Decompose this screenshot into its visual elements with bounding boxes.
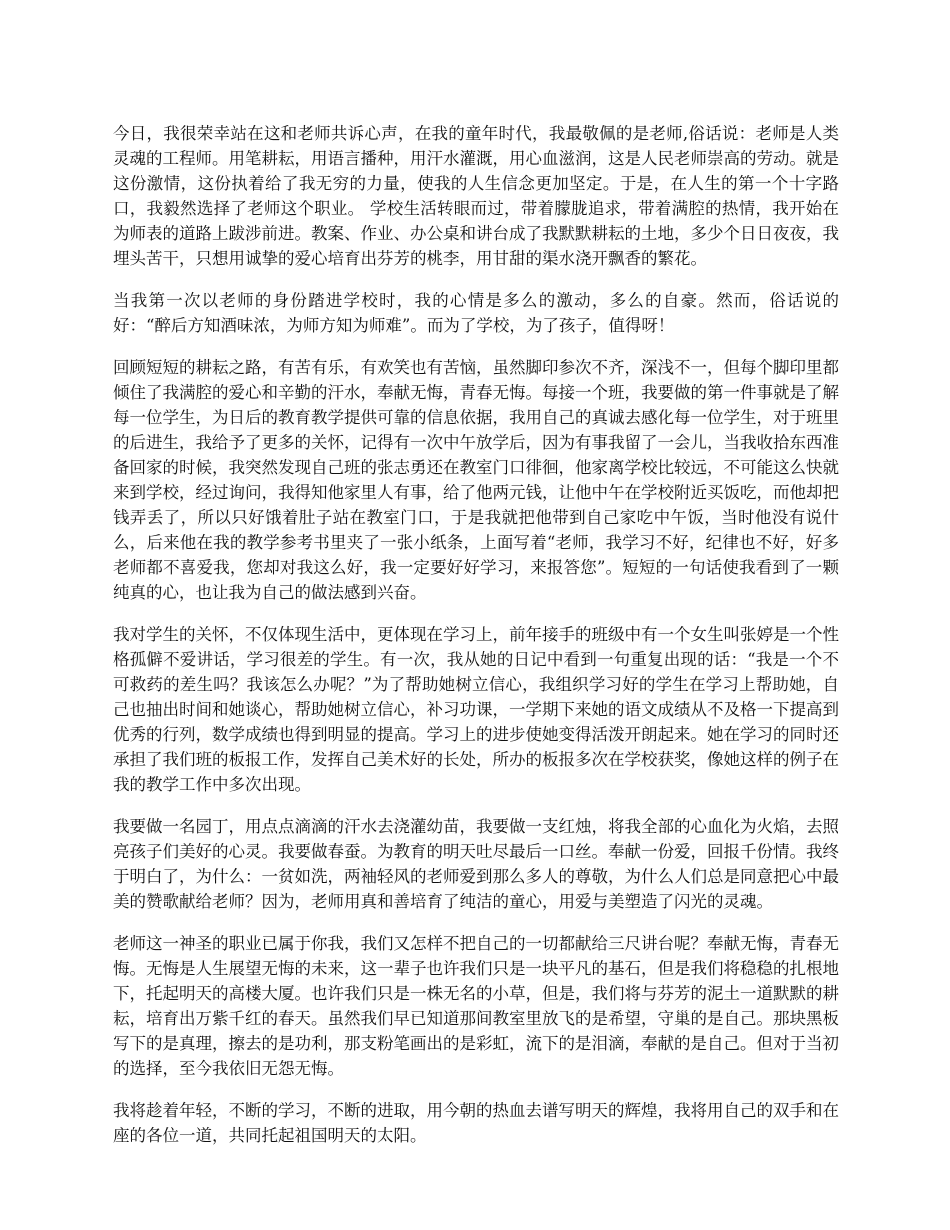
paragraph-1: 今日，我很荣幸站在这和老师共诉心声，在我的童年时代，我最敬佩的是老师,俗话说：老师是人类灵魂的工程师。用笔耕耘，用语言播种，用汗水灌溉，用心血滋润，这是人民老师崇高的劳动。就是这份激情，这份执着给了我无穷的力量，使我的人生信念更加坚定。于是，在人生的第一个十字路口，我毅然选择了老师这个职业。 学校生活转眼而过，带着朦胧追求，带着满腔的热情，我开始在为师表的道路上跋涉前进。教案、作业、办公桌和讲台成了我默默耕耘的土地，多少个日日夜夜，我埋头苦干，只想用诚挚的爱心培育出芬芳的桃李，用甘甜的渠水浇开飘香的繁花。	[113, 124, 839, 268]
paragraph-4: 我对学生的关怀，不仅体现生活中，更体现在学习上，前年接手的班级中有一个女生叫张婷是一个性格孤僻不爱讲话，学习很差的学生。有一次，我从她的日记中看到一句重复出现的话：“我是一个不可救药的差生吗？我该怎么办呢？”为了帮助她树立信心，我组织学习好的学生在学习上帮助她，自己也抽出时间和她谈心，帮助她树立信心，补习功课，一学期下来她的语文成绩从不及格一下提高到优秀的行列，数学成绩也得到明显的提高。学习上的进步使她变得活泼开朗起来。她在学习的同时还承担了我们班的板报工作，发挥自己美术好的长处，所办的板报多次在学校获奖，像她这样的例子在我的教学工作中多次出现。	[113, 625, 839, 794]
paragraph-6: 老师这一神圣的职业已属于你我，我们又怎样不把自己的一切都献给三尺讲台呢？奉献无悔，青春无悔。无悔是人生展望无悔的未来，这一辈子也许我们只是一块平凡的基石，但是我们将稳稳的扎根地下，托起明天的高楼大厦。也许我们只是一株无名的小草，但是，我们将与芬芳的泥土一道默默的耕耘，培育出万紫千红的春天。虽然我们早已知道那间教室里放飞的是希望，守巢的是自己。那块黑板写下的是真理，擦去的是功利，那支粉笔画出的是彩虹，流下的是泪滴，奉献的是自己。但对于当初的选择，至今我依旧无怨无悔。	[113, 934, 839, 1078]
document-body	[113, 121, 839, 1165]
paragraph-5: 我要做一名园丁，用点点滴滴的汗水去浇灌幼苗，我要做一支红烛，将我全部的心血化为火焰，去照亮孩子们美好的心灵。我要做春蚕。为教育的明天吐尽最后一口丝。奉献一份爱，回报千份情。我终于明白了，为什么：一贫如洗，两袖轻风的老师爱到那么多人的尊敬，为什么人们总是同意把心中最美的赞歌献给老师？因为，老师用真和善培育了纯洁的童心，用爱与美塑造了闪光的灵魂。	[113, 817, 839, 911]
paragraph-7: 我将趁着年轻，不断的学习，不断的进取，用今朝的热血去谱写明天的辉煌，我将用自己的双手和在座的各位一道，共同托起祖国明天的太阳。	[113, 1101, 839, 1145]
paragraph-2: 当我第一次以老师的身份踏进学校时，我的心情是多么的激动，多么的自豪。然而，俗话说的好：“醉后方知酒味浓，为师方知为师难”。而为了学校，为了孩子，值得呀！	[113, 291, 839, 335]
paragraph-3: 回顾短短的耕耘之路，有苦有乐，有欢笑也有苦恼，虽然脚印参次不齐，深浅不一，但每个脚印里都倾住了我满腔的爱心和辛勤的汗水，奉献无悔，青春无悔。每接一个班，我要做的第一件事就是了解每一位学生，为日后的教育教学提供可靠的信息依据，我用自己的真诚去感化每一位学生，对于班里的后进生，我给予了更多的关怀，记得有一次中午放学后，因为有事我留了一会儿，当我收拾东西准备回家的时候，我突然发现自己班的张志勇还在教室门口徘徊，他家离学校比较远，不可能这么快就来到学校，经过询问，我得知他家里人有事，给了他两元钱，让他中午在学校附近买饭吃，而他却把钱弄丢了，所以只好饿着肚子站在教室门口，于是我就把他带到自己家吃中午饭，当时他没有说什么，后来他在我的教学参考书里夹了一张小纸条，上面写着“老师，我学习不好，纪律也不好，好多老师都不喜爱我，您却对我这么好，我一定要好好学习，来报答您”。短短的一句话使我看到了一颗纯真的心，也让我为自己的做法感到兴奋。	[113, 358, 839, 602]
